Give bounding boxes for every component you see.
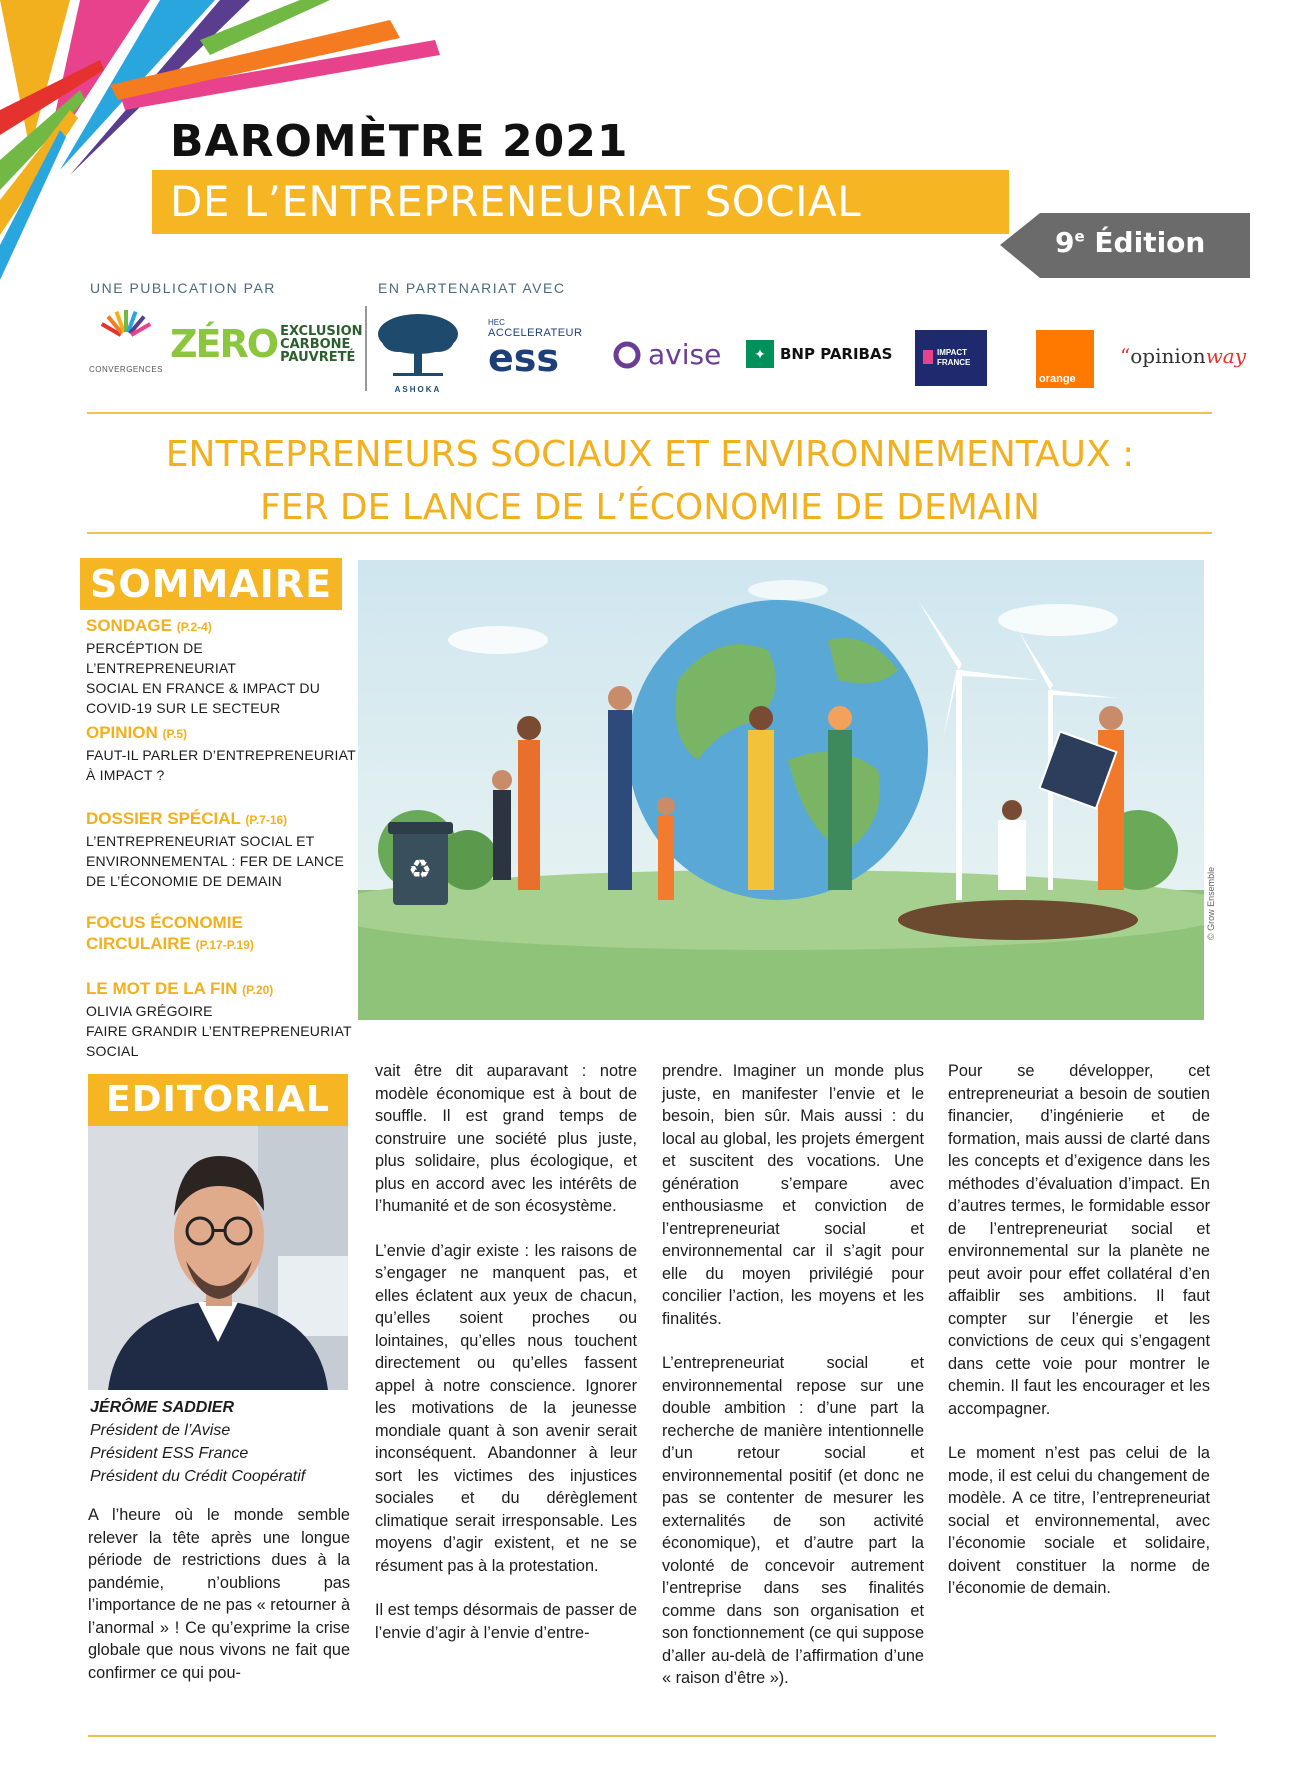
edition-sup: e (1074, 227, 1085, 246)
convergences-text: CONVERGENCES (88, 365, 163, 374)
toc-desc-line: COVID-19 SUR LE SECTEUR (86, 700, 281, 716)
toc-desc-line: L’ENTREPRENEURIAT SOCIAL ET (86, 833, 315, 849)
accelerateur-text: ACCELERATEUR (488, 327, 583, 339)
toc-desc-line: DE L’ÉCONOMIE DE DEMAIN (86, 873, 282, 889)
publisher-label: UNE PUBLICATION PAR (90, 280, 276, 296)
opinionway-text-2: way (1205, 344, 1247, 368)
author-portrait (88, 1126, 348, 1390)
toc-pages: (P.2-4) (176, 620, 212, 634)
toc-title: OPINION (86, 723, 158, 742)
toc-title: LE MOT DE LA FIN (86, 979, 238, 998)
zero-line-1: EXCLUSION (280, 323, 363, 339)
toc-desc-line: FAIRE GRANDIR L’ENTREPRENEURIAT (86, 1023, 352, 1039)
edition-number: 9 (1055, 226, 1075, 259)
toc-pages: (P.17-P.19) (195, 938, 254, 952)
opinionway-text-1: opinion (1130, 344, 1206, 368)
toc-pages: (P.5) (162, 727, 187, 741)
headline (40, 428, 1260, 534)
convergences-logo (86, 308, 166, 378)
ess-text: ess (488, 336, 560, 380)
opinionway-logo: “opinionway (1120, 344, 1247, 368)
footer-rule (88, 1735, 1216, 1737)
impact-france-logo (915, 330, 987, 386)
orange-logo (1036, 330, 1094, 388)
editorial-column-1 (88, 1504, 350, 1706)
hec-text: HEC (488, 318, 505, 327)
editorial-paragraph: Pour se développer, cet entrepreneuriat a besoin de soutien financier, d’ingénierie et de formation, mais aussi de clarté dans les concepts et d’exigence dans les méthodes d’évaluation d’impact. En d’autres termes, le formidable essor de l’entrepreneuriat social et environnemental sur la planète ne peut avoir pour effet collatéral d’en affaiblir ses ambitions. Il faut compter sur l’énergie et les convictions de ceux qui s’engagent dans cette voie pour montrer le chemin. Il faut les encourager et les accompagner. (948, 1062, 1210, 1418)
toc-title: CIRCULAIRE (86, 934, 191, 953)
impact-text: IMPACT FRANCE (937, 348, 971, 367)
hero-illustration (358, 560, 1204, 1020)
sommaire-heading: SOMMAIRE (80, 558, 342, 610)
toc-pages: (P.7-16) (245, 813, 288, 827)
author-role: Président du Crédit Coopératif (90, 1468, 306, 1485)
zero-line-3: PAUVRETÉ (280, 349, 356, 365)
page-subtitle: DE L’ENTREPRENEURIAT SOCIAL (152, 170, 1009, 234)
toc-desc-line: SOCIAL (86, 1043, 139, 1059)
orange-text: orange (1039, 373, 1076, 385)
zero-line-2: CARBONE (280, 336, 351, 352)
author-block (90, 1396, 305, 1488)
tree-icon (373, 310, 463, 380)
toc-item-opinion[interactable] (86, 722, 356, 785)
headline-rule-bottom (87, 532, 1212, 534)
edition-tag (1055, 226, 1205, 259)
logo-separator (365, 306, 367, 391)
toc-desc-line: SOCIAL EN FRANCE & IMPACT DU (86, 680, 321, 696)
headline-line-1: ENTREPRENEURS SOCIAUX ET ENVIRONNEMENTAUX : (165, 434, 1135, 475)
editorial-column-2 (375, 1060, 637, 1666)
partner-label: EN PARTENARIAT AVEC (378, 280, 566, 296)
ashoka-text: ASHOKA (394, 385, 442, 394)
toc-item-mot-de-la-fin[interactable] (86, 978, 356, 1061)
zero-big-text: ZÉRO (170, 322, 278, 366)
editorial-paragraph: Il est temps désormais de passer de l’envie d’agir à l’envie d’entre- (375, 1601, 637, 1642)
ashoka-logo (373, 310, 463, 395)
headline-line-2: FER DE LANCE DE L’ÉCONOMIE DE DEMAIN (260, 487, 1040, 528)
editorial-column-4 (948, 1060, 1210, 1622)
edition-word: Édition (1094, 226, 1206, 259)
bnp-logo (746, 340, 892, 368)
toc-item-sondage[interactable] (86, 615, 356, 718)
author-name: JÉRÔME SADDIER (90, 1399, 235, 1416)
editorial-column-3 (662, 1060, 924, 1712)
image-credit: © Grow Ensemble (1206, 866, 1216, 940)
bnp-stars-icon: ✦ (746, 340, 774, 368)
editorial-paragraph: prendre. Imaginer un monde plus juste, en manifester l’envie et le besoin, bien sûr. Mais aussi : du local au global, les projets émergent et suscitent des vocations. Une génération s’empare avec enthousiasme et conviction de l’entrepreneuriat social et environnemental car il s’agit pour elle du moyen privilégié pour concilier l’action, les moyens et les finalités. (662, 1062, 924, 1328)
toc-title: SONDAGE (86, 616, 172, 635)
recycle-bin-icon (388, 822, 453, 905)
toc-desc-line: À IMPACT ? (86, 767, 165, 783)
zero-logo (170, 322, 363, 366)
toc-desc-line: OLIVIA GRÉGOIRE (86, 1003, 213, 1019)
toc-item-dossier[interactable] (86, 808, 356, 891)
editorial-paragraph: L’envie d’agir existe : les raisons de s’engager ne manquent pas, et elles éclatent aux yeux de chacun, qu’elles soient proches ou lointaines, qu’elles nous touchent directement ou qu’elles fassent appel à notre conscience. Ignorer les motivations de la jeunesse mondiale quant à son avenir serait inconséquent. Abandonner à leur sort les victimes des injustices sociales et du dérèglement climatique serait irresponsable. Les moyens d’agir existent, et ne se résument pas à la protestation. (375, 1241, 637, 1575)
toc-title: FOCUS ÉCONOMIE (86, 913, 243, 932)
toc-desc-line: ENVIRONNEMENTAL : FER DE LANCE (86, 853, 345, 869)
toc-item-focus[interactable] (86, 912, 356, 956)
avise-mark-icon (612, 340, 642, 370)
editorial-paragraph: Le moment n’est pas celui de la mode, il est celui du changement de modèle. A ce titre, l’entrepreneuriat social et environnemental, avec l’économie sociale et solidaire, doivent constituer la norme de l’économie de demain. (948, 1444, 1210, 1597)
editorial-heading: EDITORIAL (88, 1074, 348, 1126)
svg-text:♻: ♻ (408, 855, 432, 885)
accelerateur-ess-logo (488, 318, 588, 380)
convergences-burst-icon (86, 308, 166, 360)
impact-mark-icon (923, 350, 933, 364)
editorial-paragraph: A l’heure où le monde semble relever la tête après une longue période de restrictions dues à la pandémie, n’oublions pas l’importance de ne pas « retourner à l’anormal » ! Ce qu’exprime la crise globale que nous vivons ne fait que confirmer ce qui pou- (88, 1506, 350, 1682)
avise-logo (612, 338, 721, 371)
toc-desc-line: FAUT-IL PARLER D’ENTREPRENEURIAT (86, 747, 356, 763)
bnp-text: BNP PARIBAS (780, 345, 893, 363)
toc-desc-line: PERCÉPTION DE L’ENTREPRENEURIAT (86, 640, 237, 676)
toc-title: DOSSIER SPÉCIAL (86, 809, 241, 828)
page-title: BAROMÈTRE 2021 (170, 116, 629, 167)
author-role: Président ESS France (90, 1445, 249, 1462)
avise-text: avise (648, 338, 722, 371)
editorial-paragraph: vait être dit auparavant : notre modèle économique est à bout de souffle. Il est grand temps de construire une société plus juste, plus solidaire, plus écologique, et plus en accord avec les intérêts de l’humanité et de son écosystème. (375, 1062, 637, 1215)
headline-rule-top (87, 412, 1212, 414)
editorial-paragraph: L’entrepreneuriat social et environnemental repose sur une double ambition : d’une part la recherche de manière intentionnelle d’un retour social et environnemental positif (et donc ne pas se contenter de mesurer les externalités de son activité économique), et d’autre part la volonté de concevoir autrement l’entreprise dans ses finalités comme dans son organisation et son fonctionnement (ce qui suppose d’aller au-delà de l’affirmation d’une « raison d’être »). (662, 1354, 924, 1687)
author-role: Président de l’Avise (90, 1422, 231, 1439)
toc-pages: (P.20) (242, 983, 274, 997)
